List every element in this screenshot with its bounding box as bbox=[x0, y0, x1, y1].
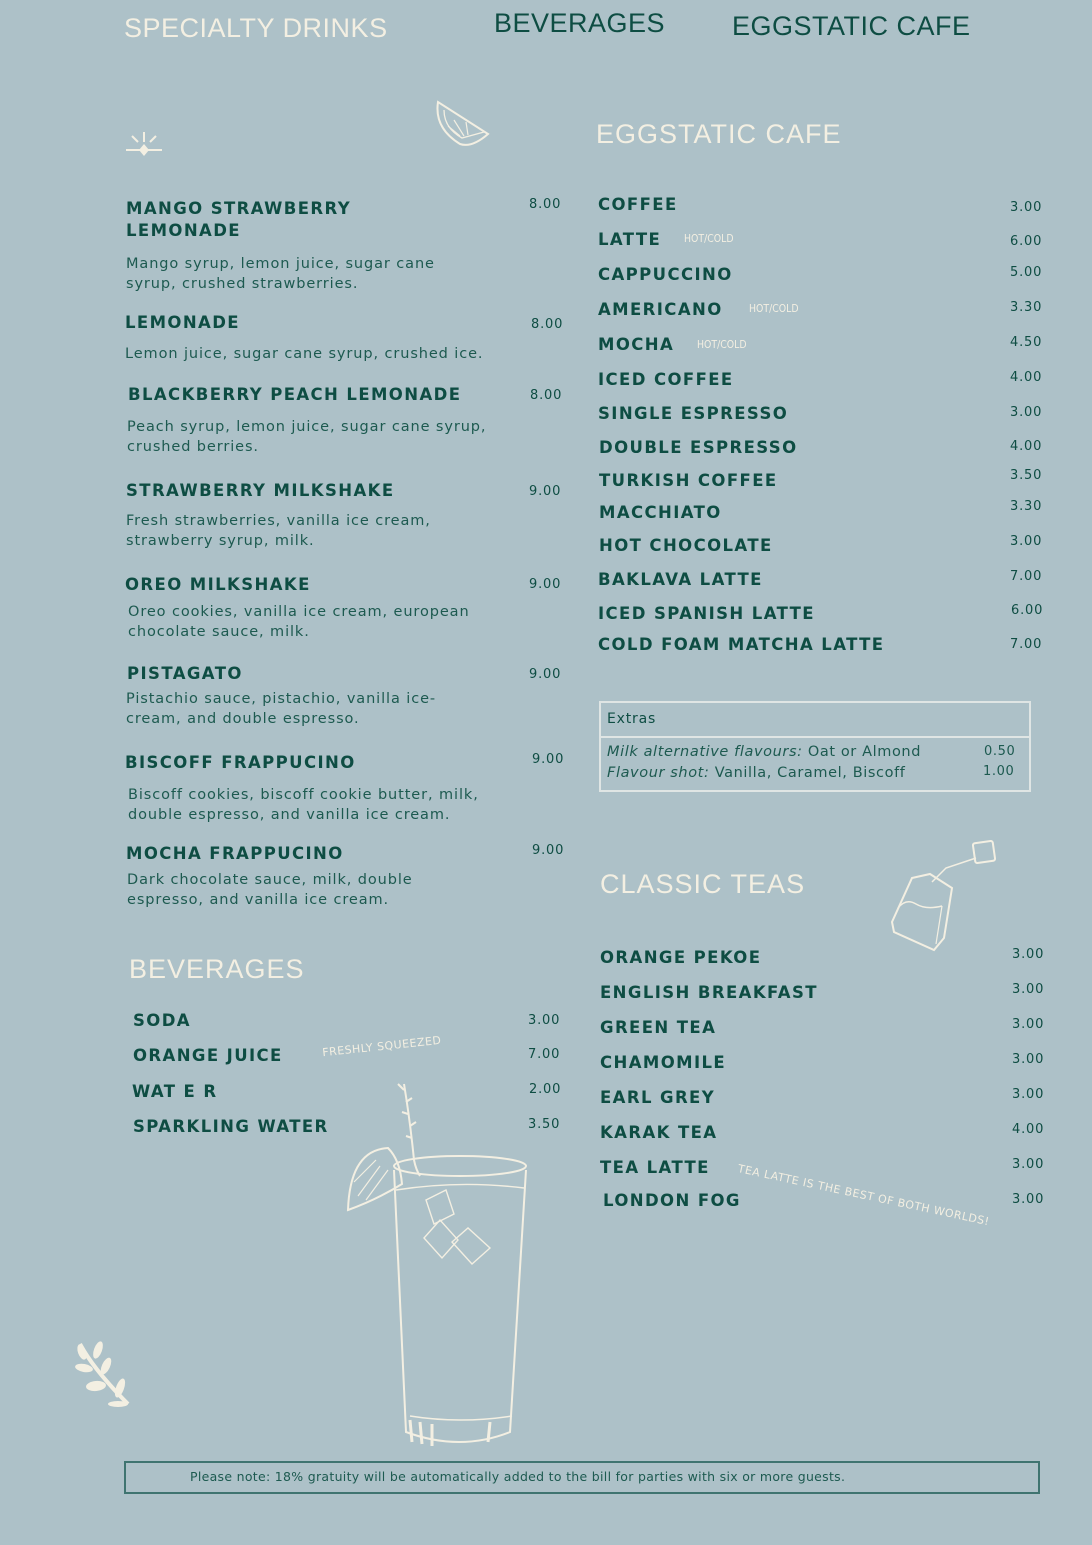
hot-cold-tag: HOT/COLD bbox=[749, 302, 799, 315]
nav-beverages[interactable]: BEVERAGES bbox=[494, 8, 666, 38]
leaf-sprig-icon bbox=[74, 1340, 134, 1410]
lemon-slice-icon bbox=[432, 98, 492, 150]
item-name: TURKISH COFFEE bbox=[599, 471, 778, 490]
item-price: 6.00 bbox=[1011, 603, 1044, 618]
extras-label: Flavour shot: bbox=[607, 765, 710, 781]
item-description: Biscoff cookies, biscoff cookie butter, milk, double espresso, and vanilla ice cream. bbox=[128, 787, 479, 823]
item-name: TEA LATTE bbox=[600, 1158, 710, 1177]
item-price: 4.00 bbox=[1012, 1122, 1045, 1137]
section-title: CLASSIC TEAS bbox=[600, 869, 806, 899]
extras-price: 1.00 bbox=[983, 764, 1015, 779]
item-price: 7.00 bbox=[1010, 637, 1043, 652]
extras-label: Milk alternative flavours: bbox=[607, 744, 803, 760]
item-name: WAT E R bbox=[132, 1082, 218, 1101]
tea-bag-icon bbox=[886, 838, 1000, 954]
item-name: OREO MILKSHAKE bbox=[125, 575, 311, 594]
item-description: Dark chocolate sauce, milk, double espresso, and vanilla ice cream. bbox=[127, 872, 413, 908]
item-price: 7.00 bbox=[1010, 569, 1043, 584]
item-description: Lemon juice, sugar cane syrup, crushed ice. bbox=[125, 346, 484, 362]
section-title: EGGSTATIC CAFE bbox=[596, 119, 842, 149]
item-price: 3.00 bbox=[1012, 1157, 1045, 1172]
item-price: 3.00 bbox=[1012, 947, 1045, 962]
item-price: 3.00 bbox=[1010, 200, 1043, 215]
item-price: 3.00 bbox=[1010, 405, 1043, 420]
item-name: STRAWBERRY MILKSHAKE bbox=[126, 481, 395, 500]
item-name: LATTE bbox=[598, 230, 662, 249]
item-price: 4.00 bbox=[1010, 370, 1043, 385]
iced-drink-glass-icon bbox=[340, 1080, 540, 1460]
item-name: ENGLISH BREAKFAST bbox=[600, 983, 818, 1002]
item-price: 3.50 bbox=[1010, 468, 1043, 483]
gratuity-note-box bbox=[124, 1461, 1040, 1494]
item-name: CHAMOMILE bbox=[600, 1053, 727, 1072]
item-price: 9.00 bbox=[532, 752, 565, 767]
section-title: BEVERAGES bbox=[129, 954, 305, 984]
item-name: COFFEE bbox=[598, 195, 678, 214]
item-name: MOCHA bbox=[598, 335, 675, 354]
extras-title: Extras bbox=[601, 703, 1029, 738]
item-name: MACCHIATO bbox=[599, 503, 722, 522]
item-price: 3.00 bbox=[1012, 1192, 1045, 1207]
item-price: 3.50 bbox=[528, 1117, 561, 1132]
item-name: BISCOFF FRAPPUCINO bbox=[125, 753, 356, 772]
item-price: 4.50 bbox=[1010, 335, 1043, 350]
item-price: 8.00 bbox=[529, 197, 562, 212]
item-price: 3.00 bbox=[528, 1013, 561, 1028]
item-name: HOT CHOCOLATE bbox=[599, 536, 773, 555]
extras-row bbox=[607, 744, 921, 760]
item-name: GREEN TEA bbox=[600, 1018, 717, 1037]
item-name: ORANGE JUICE bbox=[133, 1046, 283, 1065]
item-price: 3.00 bbox=[1012, 982, 1045, 997]
item-name: ICED SPANISH LATTE bbox=[598, 604, 815, 623]
item-price: 7.00 bbox=[528, 1047, 561, 1062]
item-name: DOUBLE ESPRESSO bbox=[599, 438, 798, 457]
item-price: 3.00 bbox=[1010, 534, 1043, 549]
item-price: 9.00 bbox=[529, 667, 562, 682]
item-description: Mango syrup, lemon juice, sugar cane syrup, crushed strawberries. bbox=[126, 256, 435, 292]
item-price: 3.00 bbox=[1012, 1052, 1045, 1067]
freshly-squeezed-note: FRESHLY SQUEEZED bbox=[321, 1033, 442, 1060]
item-price: 9.00 bbox=[532, 843, 565, 858]
item-name: LONDON FOG bbox=[603, 1191, 741, 1210]
item-price: 3.00 bbox=[1012, 1087, 1045, 1102]
item-name: SODA bbox=[133, 1011, 191, 1030]
item-name: COLD FOAM MATCHA LATTE bbox=[598, 635, 885, 654]
item-name: SPARKLING WATER bbox=[133, 1117, 329, 1136]
sparkle-icon bbox=[124, 130, 164, 158]
hot-cold-tag: HOT/COLD bbox=[697, 338, 747, 351]
gratuity-note: Please note: 18% gratuity will be automatically added to the bill for parties with six or more guests. bbox=[190, 1469, 846, 1484]
item-price: 3.30 bbox=[1010, 499, 1043, 514]
extras-price: 0.50 bbox=[984, 744, 1016, 759]
tea-latte-note: TEA LATTE IS THE BEST OF BOTH WORLDS! bbox=[736, 1162, 991, 1229]
item-price: 4.00 bbox=[1010, 439, 1043, 454]
item-description: Oreo cookies, vanilla ice cream, european chocolate sauce, milk. bbox=[128, 604, 470, 640]
item-name: BAKLAVA LATTE bbox=[598, 570, 763, 589]
item-price: 8.00 bbox=[531, 317, 564, 332]
extras-box bbox=[599, 701, 1031, 792]
item-name: ORANGE PEKOE bbox=[600, 948, 762, 967]
item-price: 9.00 bbox=[529, 577, 562, 592]
item-name: ICED COFFEE bbox=[598, 370, 734, 389]
item-name: EARL GREY bbox=[600, 1088, 716, 1107]
item-price: 5.00 bbox=[1010, 265, 1043, 280]
item-description: Pistachio sauce, pistachio, vanilla ice-cream, and double espresso. bbox=[126, 691, 437, 727]
item-name: LEMONADE bbox=[125, 313, 240, 332]
item-name: PISTAGATO bbox=[127, 664, 243, 683]
item-name: KARAK TEA bbox=[600, 1123, 718, 1142]
extras-value: Oat or Almond bbox=[807, 744, 922, 760]
item-price: 8.00 bbox=[530, 388, 563, 403]
item-name: AMERICANO bbox=[598, 300, 723, 319]
item-price: 6.00 bbox=[1010, 234, 1043, 249]
item-price: 3.30 bbox=[1010, 300, 1043, 315]
item-price: 9.00 bbox=[529, 484, 562, 499]
item-name: MANGO STRAWBERRY LEMONADE bbox=[126, 199, 352, 240]
item-price: 3.00 bbox=[1012, 1017, 1045, 1032]
item-price: 2.00 bbox=[529, 1082, 562, 1097]
extras-value: Vanilla, Caramel, Biscoff bbox=[714, 765, 906, 781]
item-description: Peach syrup, lemon juice, sugar cane syrup, crushed berries. bbox=[127, 419, 487, 455]
item-name: SINGLE ESPRESSO bbox=[598, 404, 789, 423]
item-name: MOCHA FRAPPUCINO bbox=[126, 844, 344, 863]
extras-row bbox=[607, 765, 905, 781]
nav-specialty-drinks[interactable]: SPECIALTY DRINKS bbox=[124, 13, 388, 43]
item-name: BLACKBERRY PEACH LEMONADE bbox=[128, 385, 462, 404]
nav-eggstatic-cafe[interactable]: EGGSTATIC CAFE bbox=[732, 11, 971, 41]
item-name: CAPPUCCINO bbox=[598, 265, 733, 284]
item-description: Fresh strawberries, vanilla ice cream, strawberry syrup, milk. bbox=[126, 513, 431, 549]
hot-cold-tag: HOT/COLD bbox=[684, 232, 734, 245]
